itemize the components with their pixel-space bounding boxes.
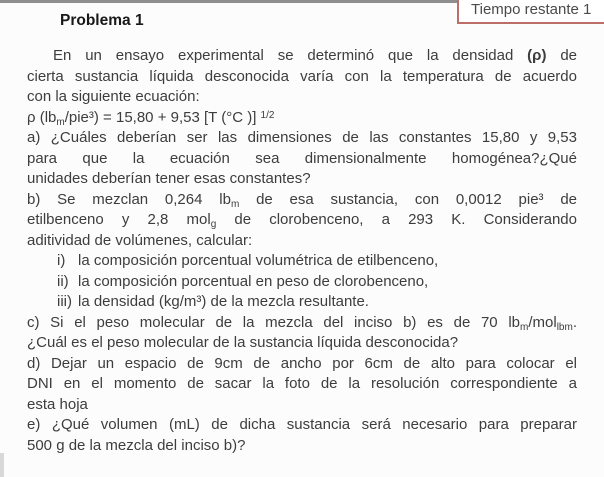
item-a-line-2: para que la ecuación sea dimensionalmente homogénea?¿Qué (27, 149, 577, 167)
equation-text: ρ (lb (27, 108, 57, 126)
list-item-label: i) (57, 252, 66, 269)
timer-label: Tiempo restante 1 (471, 1, 592, 18)
item-b-text: b) Se mezclan 0,264 lb (27, 190, 231, 208)
item-a-line-3: unidades deberían tener esas constantes? (27, 170, 311, 187)
list-item-text: la composición porcentual en peso de clorobenceno, (78, 272, 429, 290)
timer-box (457, 0, 604, 24)
item-a-line-1: a) ¿Cuáles deberían ser las dimensiones de las constantes 15,80 y 9,53 (27, 129, 577, 146)
problem-statement (27, 46, 577, 456)
item-b-text: de esa sustancia, con 0,0012 pie³ de (239, 190, 578, 208)
density-equation (27, 108, 577, 129)
equation-text: /pie³) = 15,80 + 9,53 [T (°C )] (64, 108, 261, 126)
list-item-ii (57, 272, 577, 293)
intro-text: En un ensayo experimental se determinó que la densidad (53, 47, 528, 64)
list-item-label: ii) (57, 272, 69, 290)
item-b-line-3: aditividad de volúmenes, calcular: (27, 231, 253, 249)
window-edge-strip (0, 0, 458, 3)
list-item-text: la densidad (kg/m³) de la mezcla resultante. (78, 293, 369, 310)
item-e-line-2: 500 g de la mezcla del inciso b)? (27, 436, 246, 454)
list-item-iii (57, 292, 577, 313)
lbm-subscript: m (230, 198, 240, 210)
intro-line-3: con la siguiente ecuación: (27, 88, 200, 105)
item-b-text: etilbenceno y 2,8 mol (27, 211, 211, 228)
item-c-line-1 (27, 313, 577, 334)
item-b-text: de clorobenceno, a 293 K. Considerando (216, 211, 577, 228)
intro-text: de (546, 47, 577, 64)
item-b-line-2 (27, 210, 577, 231)
item-d-line-2: DNI en el momento de sacar la foto de la resolución correspondiente a (27, 375, 577, 392)
item-e-line-1: e) ¿Qué volumen (mL) de dicha sustancia será necesario para preparar (27, 416, 577, 433)
item-d-line-1: d) Dejar un espacio de 9cm de ancho por 6cm de alto para colocar el (27, 354, 577, 372)
item-c-text: /mol (528, 313, 557, 331)
item-d-line-3: esta hoja (27, 395, 88, 413)
item-b-line-1 (27, 190, 577, 211)
intro-line-2: cierta sustancia líquida desconocida varía con la temperatura de acuerdo (27, 67, 577, 85)
lbm-subscript: m (520, 321, 529, 333)
item-c-line-2: ¿Cuál es el peso molecular de la sustancia líquida desconocida? (27, 334, 459, 351)
equation-subscript: m (56, 116, 65, 128)
list-item-i (57, 251, 577, 272)
item-c-text: . (572, 313, 577, 331)
mollbm-subscript: lbm (556, 321, 573, 333)
list-item-text: la composición porcentual volumétrica de etilbenceno, (78, 252, 439, 269)
item-c-text: c) Si el peso molecular de la mezcla del inciso b) es de 70 lb (27, 313, 521, 331)
intro-line-1 (27, 46, 577, 67)
rho-symbol: (ρ) (527, 47, 547, 64)
problem-title: Problema 1 (60, 12, 144, 29)
equation-exponent: 1/2 (260, 109, 275, 121)
list-item-label: iii) (57, 293, 72, 310)
scrollbar-edge-mark (0, 453, 4, 477)
molg-subscript: g (210, 219, 217, 230)
